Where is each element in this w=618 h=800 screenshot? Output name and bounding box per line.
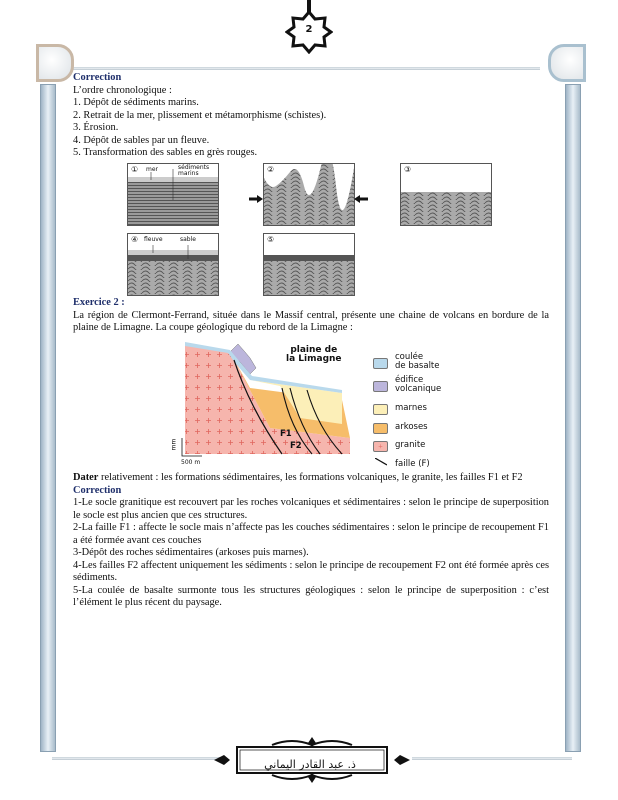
- exercise2-questions: [73, 472, 549, 610]
- section1-heading: Correction: [73, 72, 122, 83]
- diagram-panel-3: [400, 163, 492, 226]
- answer: 3-Dépôt des roches sédimentaires (arkoses puis marnes).: [73, 547, 309, 558]
- plain-label-line1: plaine de: [290, 345, 338, 355]
- scale-horizontal: 500 m: [181, 459, 201, 466]
- exercise2-title: Exercice 2 :: [73, 297, 125, 308]
- legend-marnes: marnes: [395, 403, 427, 413]
- panel-number: ③: [404, 165, 412, 174]
- page-number: 2: [305, 24, 313, 35]
- legend-faille: faille (F): [395, 459, 430, 469]
- frame-left: [40, 84, 56, 752]
- section1: [73, 72, 549, 160]
- fault-line-icon: [375, 458, 387, 466]
- section1-intro: L’ordre chronologique :: [73, 84, 172, 96]
- answer: 5-La coulée de basalte surmonte tous les structures géologiques : selon le principe de superposition : c’est l’élément le plus récent du paysage.: [73, 584, 549, 608]
- label-sediments: sédiments marins: [178, 164, 210, 177]
- answer: 4-Les failles F2 affectent uniquement les sédiments : selon le principe de recoupement F2 ont été formée après ces sédiments.: [73, 559, 549, 583]
- frame-bottom-right: [412, 757, 572, 760]
- scale-vertical: mm: [170, 438, 178, 451]
- legend-swatch-marnes: [373, 404, 388, 415]
- diagram-panel-2: [263, 163, 355, 226]
- diagram-panel-1: [127, 163, 219, 226]
- question-bold: Dater: [73, 472, 99, 483]
- correction-heading: Correction: [73, 484, 122, 496]
- label-plaine: [286, 346, 342, 364]
- panel-number: ④: [131, 235, 139, 244]
- frame-right: [565, 84, 581, 752]
- legend-basalte: coulée de basalte: [395, 352, 440, 371]
- legend-volcanique: édifice volcanique: [395, 375, 442, 394]
- label-f2: F2: [290, 441, 302, 451]
- answer: 2-La faille F1 : affecte le socle mais n’affecte pas les couches sédimentaires : selon le principe de recoupement F1 a été formée avant ces couches: [73, 522, 549, 546]
- label-f1: F1: [280, 429, 292, 439]
- label-sable: sable: [180, 236, 196, 243]
- step: 2. Retrait de la mer, plissement et métamorphisme (schistes).: [73, 109, 327, 121]
- frame-corner-tr: [548, 44, 586, 82]
- question-text: relativement : les formations sédimentaires, les formations volcaniques, le granite, les failles F1 et F2: [98, 472, 523, 483]
- frame-corner-tl: [36, 44, 74, 82]
- panel-number: ①: [131, 165, 139, 174]
- diagram-panel-4: [127, 233, 219, 296]
- frame-bottom-left: [52, 757, 222, 760]
- frame-top: [70, 67, 540, 70]
- plain-label-line2: la Limagne: [286, 354, 342, 364]
- step: 1. Dépôt de sédiments marins.: [73, 97, 199, 108]
- label-fleuve: fleuve: [144, 236, 163, 243]
- diagram-panel-5: [263, 233, 355, 296]
- exercise2: [73, 297, 549, 335]
- legend-granite: granite: [395, 440, 426, 450]
- question: [73, 472, 549, 485]
- arrow-left-icon: [354, 195, 368, 203]
- label-mer: mer: [146, 166, 159, 173]
- panel-number: ⑤: [267, 235, 275, 244]
- step: 4. Dépôt de sables par un fleuve.: [73, 134, 210, 146]
- answer: 1-Le socle granitique est recouvert par les roches volcaniques et sédimentaires : selon le principe de superposition le socle est plus ancien que ces structures.: [73, 497, 549, 521]
- step: 5. Transformation des sables en grès rouges.: [73, 147, 258, 158]
- exercise2-paragraph: La région de Clermont-Ferrand, située dans le Massif central, présente une chaine de volcans en bordure de la plaine de Limagne. La coupe géologique du rebord de la Limagne :: [73, 309, 549, 333]
- legend-swatch-volcanique: [373, 381, 388, 392]
- arrow-right-icon: [249, 195, 263, 203]
- panel-number: ②: [267, 165, 275, 174]
- legend-swatch-arkoses: [373, 423, 388, 434]
- footer-author: ذ. عبد القادر اليماني: [264, 758, 356, 771]
- legend-swatch-granite: +: [373, 441, 388, 452]
- step: 3. Érosion.: [73, 122, 119, 133]
- legend-swatch-basalte: [373, 358, 388, 369]
- legend-arkoses: arkoses: [395, 422, 428, 432]
